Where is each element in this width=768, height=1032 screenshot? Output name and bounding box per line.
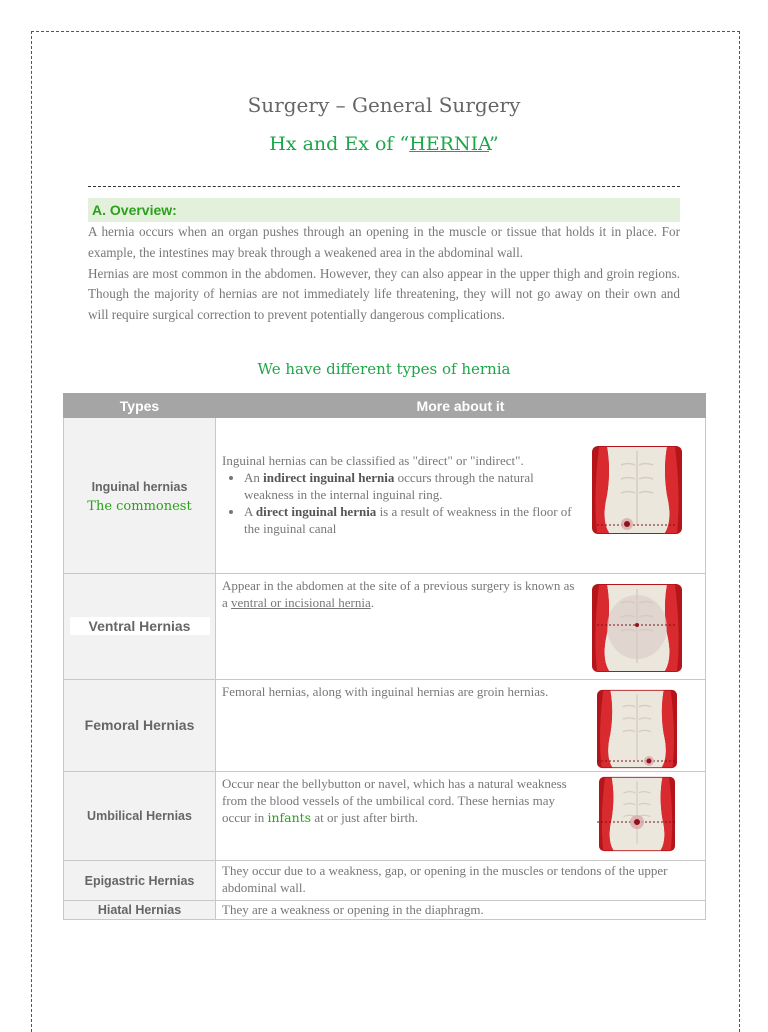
type-cell-femoral	[64, 680, 216, 772]
type-name: Umbilical Hernias	[87, 809, 192, 823]
abdomen-illustration-icon	[591, 776, 683, 852]
desc-text: They are a weakness or opening in the diaphragm.	[222, 902, 484, 917]
table-row	[64, 574, 706, 680]
desc-text: Femoral hernias, along with inguinal hernias are groin hernias.	[222, 684, 549, 699]
table-header-row	[64, 394, 706, 418]
overview-text	[88, 222, 680, 326]
type-cell-inguinal	[64, 418, 216, 574]
desc-text: Occur near the bellybutton or navel, which has a natural weakness from the blood vessels of the umbilical cord. These hernias may occur in	[222, 776, 567, 825]
list-item: • A direct inguinal hernia is a result of weakness in the floor of the inguinal canal	[244, 503, 577, 537]
type-name: Epigastric Hernias	[84, 873, 195, 888]
type-name: Inguinal hernias	[91, 479, 188, 494]
desc-cell-inguinal	[216, 418, 706, 574]
type-name: Femoral Hernias	[84, 716, 195, 733]
desc-cell-hiatal	[216, 901, 706, 920]
desc-highlight: infants	[267, 810, 312, 825]
type-cell-epigastric	[64, 861, 216, 901]
table-row	[64, 418, 706, 574]
desc-cell-epigastric	[216, 861, 706, 901]
desc-text: Appear in the abdomen at the site of a previous surgery is known as a	[222, 578, 575, 610]
table-row	[64, 680, 706, 772]
desc-bullet-list	[222, 469, 577, 537]
overview-heading: A. Overview:	[88, 198, 680, 222]
hernia-types-table	[63, 393, 706, 920]
table-row	[64, 772, 706, 861]
page-title: Surgery – General Surgery	[247, 93, 521, 117]
abdomen-illustration-icon	[591, 583, 683, 673]
desc-cell-umbilical: Occur near the bellybutton or navel, which has a natural weakness from the blood vessels of the umbilical cord. These hernias may occur in infants at or just after birth.	[216, 772, 706, 861]
type-cell-hiatal	[64, 901, 216, 920]
page-subtitle	[0, 133, 768, 155]
subtitle-prefix: Hx and Ex of “	[269, 133, 410, 155]
overview-paragraph-2: Hernias are most common in the abdomen. However, they can also appear in the upper thigh and groin regions. Though the majority of hernias are not immediately life threatening, they will not go away on their own and will require surgical correction to prevent potentially dangerous complications.	[88, 265, 680, 323]
type-name: Hiatal Hernias	[97, 903, 182, 917]
desc-underlined-term: ventral or incisional hernia	[231, 595, 371, 610]
column-header-more: More about it	[216, 394, 706, 418]
type-note: The commonest	[87, 498, 192, 514]
abdomen-illustration-icon	[591, 689, 683, 769]
desc-cell-ventral: Appear in the abdomen at the site of a previous surgery is known as a ventral or incisional hernia.	[216, 574, 706, 680]
type-cell-ventral	[64, 574, 216, 680]
overview-paragraph-1: A hernia occurs when an organ pushes through an opening in the muscle or tissue that holds it in place. For example, the intestines may break through a weakened area in the abdominal wall.	[88, 224, 680, 260]
table-row	[64, 901, 706, 920]
section-divider	[88, 186, 680, 187]
desc-text: They occur due to a weakness, gap, or opening in the muscles or tendons of the upper abdominal wall.	[222, 863, 668, 895]
desc-intro: Inguinal hernias can be classified as "direct" or "indirect".	[222, 453, 524, 468]
abdomen-illustration-icon	[591, 445, 683, 535]
subtitle-suffix: ”	[489, 133, 499, 155]
type-cell-umbilical	[64, 772, 216, 861]
list-item: • An indirect inguinal hernia occurs through the natural weakness in the internal inguinal ring.	[244, 469, 577, 503]
desc-cell-femoral	[216, 680, 706, 772]
types-heading: We have different types of hernia	[257, 360, 511, 378]
subtitle-keyword: HERNIA	[409, 133, 490, 155]
column-header-types: Types	[64, 394, 216, 418]
type-name: Ventral Hernias	[70, 617, 210, 635]
table-row	[64, 861, 706, 901]
